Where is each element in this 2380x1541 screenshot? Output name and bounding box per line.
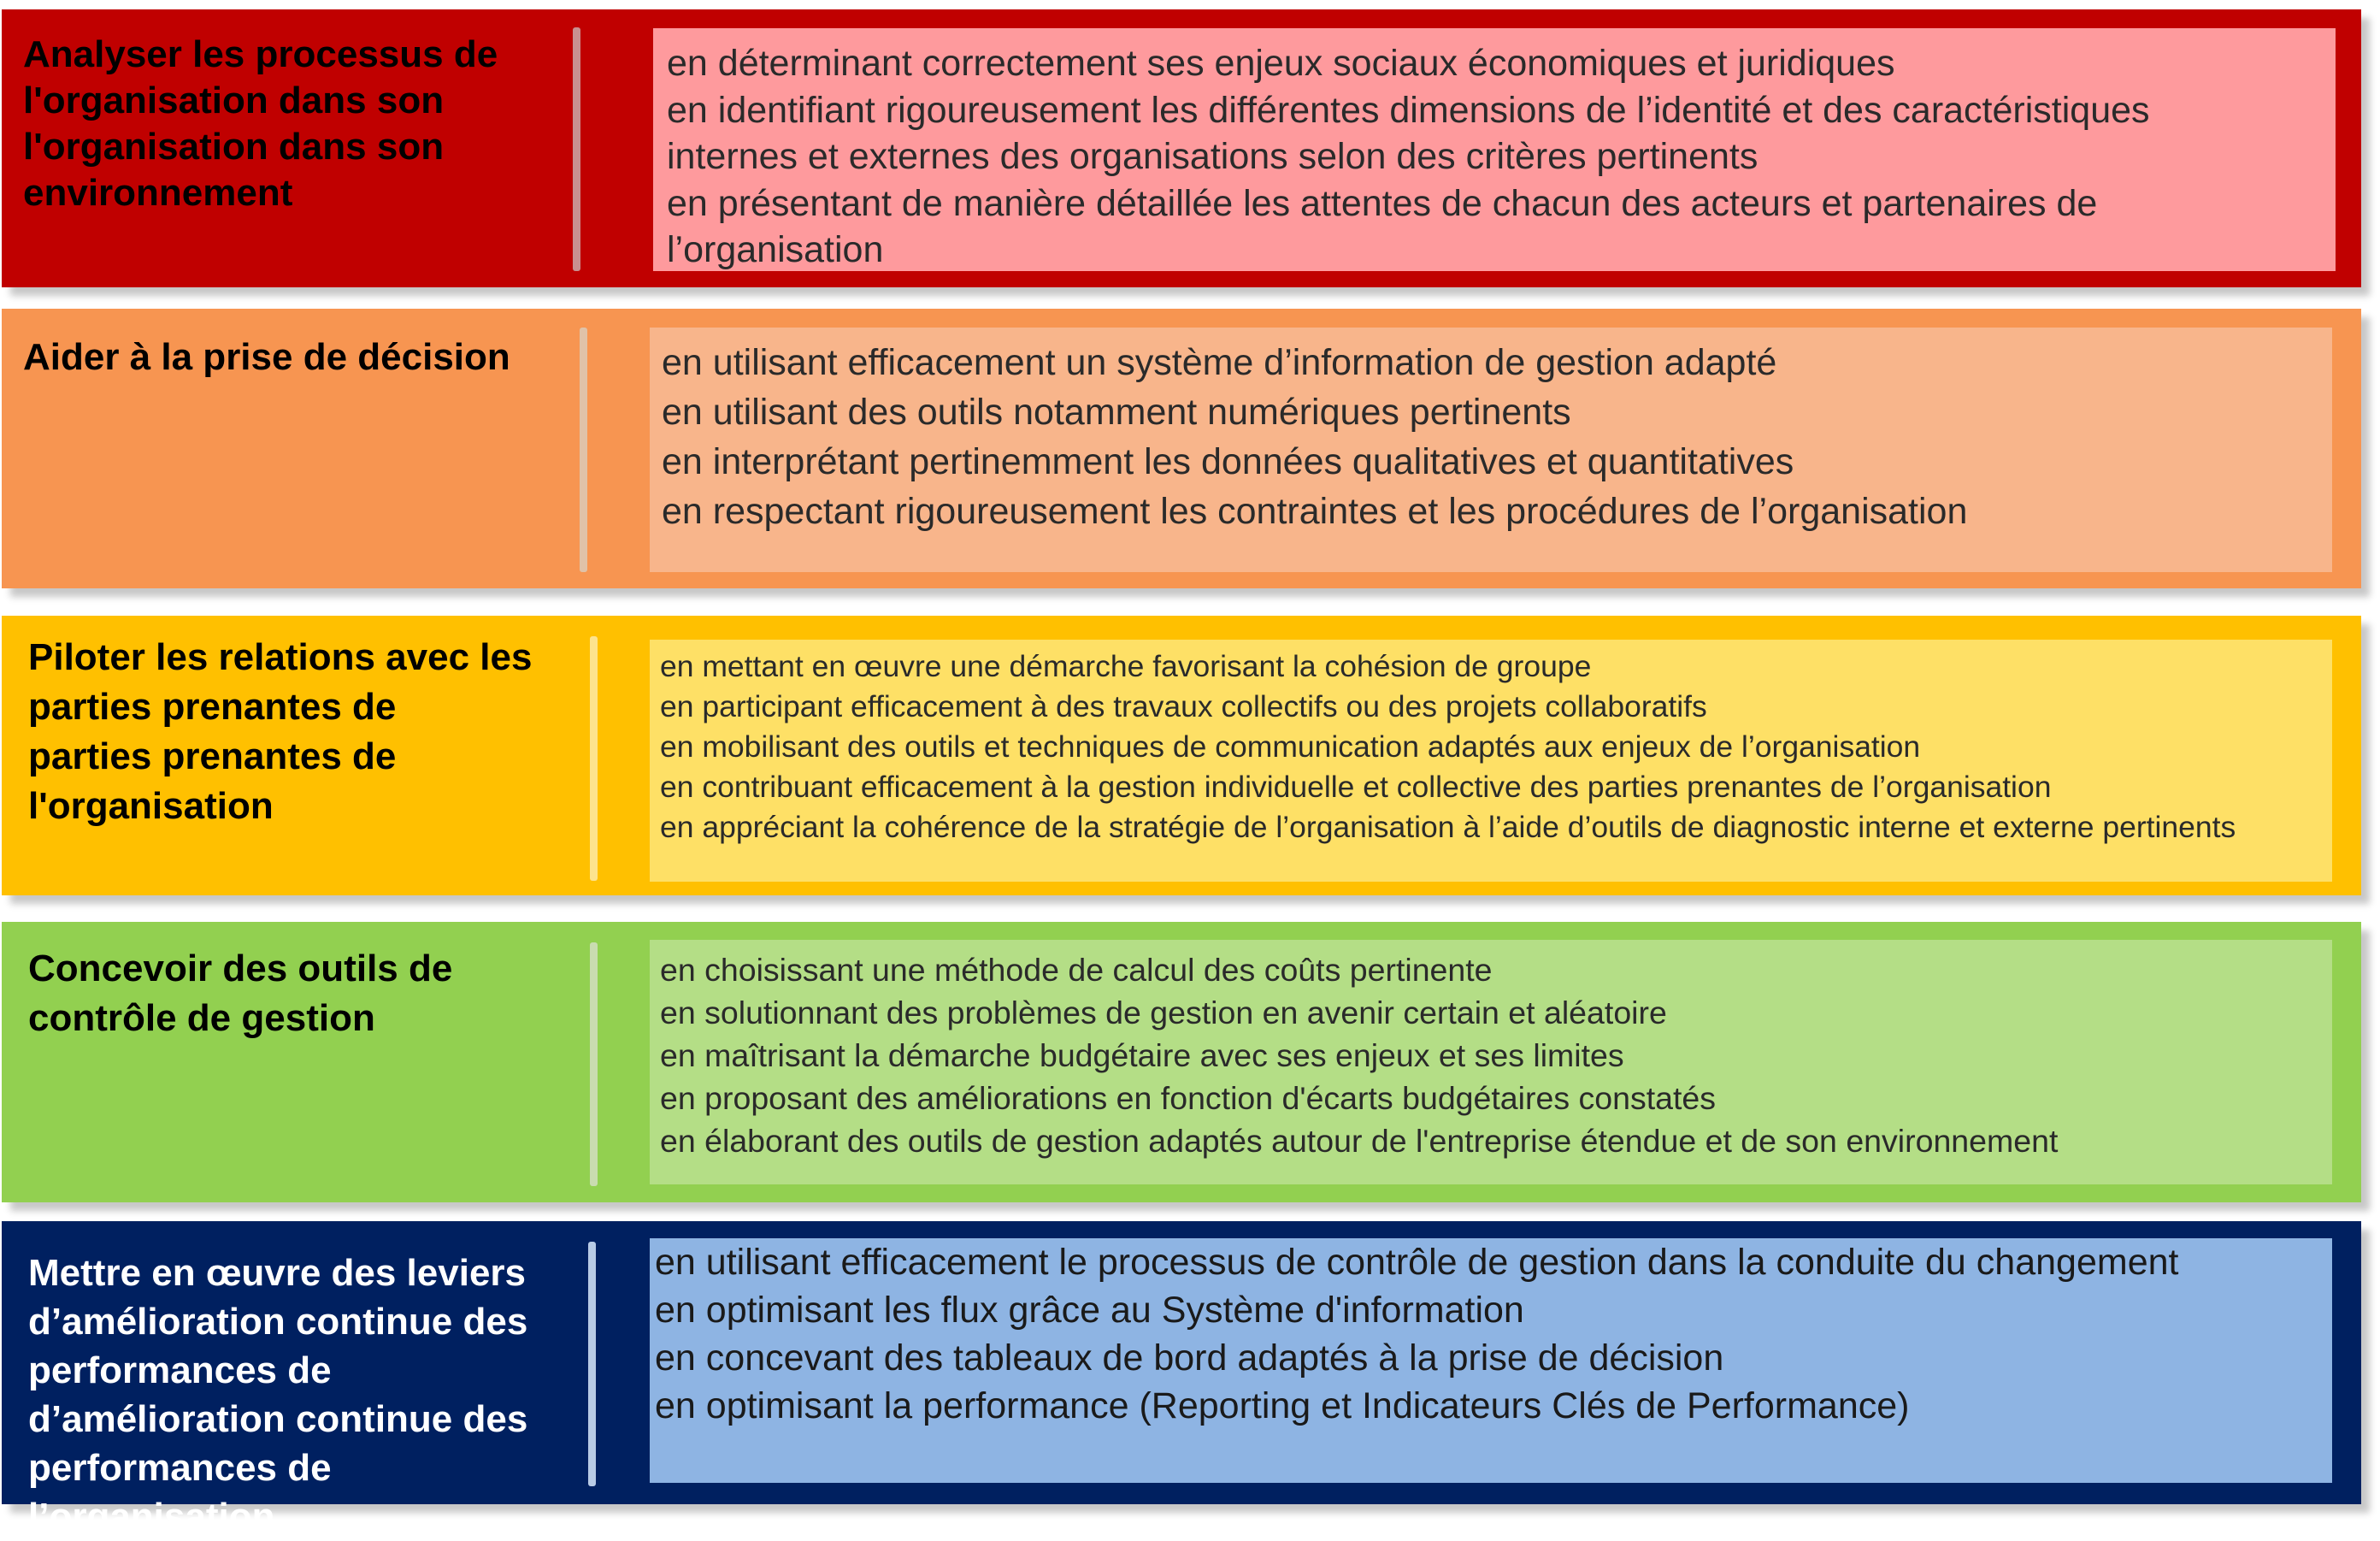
criteria-box xyxy=(650,1238,2332,1483)
criteria-line: en contribuant efficacement à la gestion individuelle et collective des parties prenantes de l’organisation xyxy=(660,770,2052,804)
vertical-divider xyxy=(580,328,587,572)
vertical-divider xyxy=(590,942,598,1186)
title-line: Piloter les relations avec les xyxy=(28,636,533,678)
criteria-line: en choisissant une méthode de calcul des coûts pertinente xyxy=(660,952,1493,988)
criteria-line: en utilisant des outils notamment numériques pertinents xyxy=(662,392,1571,433)
title-line: l'organisation dans son xyxy=(23,80,445,121)
title-line: performances de xyxy=(28,1349,332,1391)
vertical-divider xyxy=(590,636,598,881)
competency-band-analyser xyxy=(2,9,2361,287)
criteria-box xyxy=(650,640,2332,882)
criteria-line: en identifiant rigoureusement les différentes dimensions de l’identité et des caractéristiques xyxy=(667,89,2150,131)
title-line: l'organisation dans son environnement xyxy=(23,126,445,214)
competency-band-decision xyxy=(2,309,2361,588)
criteria-line: en maîtrisant la démarche budgétaire avec ses enjeux et ses limites xyxy=(660,1037,1624,1073)
criteria-line: en respectant rigoureusement les contraintes et les procédures de l’organisation xyxy=(662,491,1968,532)
title-line: Concevoir des outils de xyxy=(28,948,453,989)
competency-band-ameliorer xyxy=(2,1221,2361,1538)
criteria-line: en proposant des améliorations en fonction d'écarts budgétaires constatés xyxy=(660,1080,1717,1116)
criteria-line: l’organisation xyxy=(667,229,884,270)
title-line: Mettre en œuvre des leviers xyxy=(28,1252,527,1294)
criteria-line: en présentant de manière détaillée les attentes de chacun des acteurs et partenaires de xyxy=(667,182,2098,224)
title-line: d’amélioration continue des xyxy=(28,1301,528,1343)
title-line: Analyser les processus de xyxy=(23,33,498,75)
criteria-line: en déterminant correctement ses enjeux sociaux économiques et juridiques xyxy=(667,43,1895,84)
criteria-line: en mettant en œuvre une démarche favorisant la cohésion de groupe xyxy=(660,649,1592,683)
title-line: contrôle de gestion xyxy=(28,997,375,1039)
competency-title xyxy=(23,32,562,216)
title-line: parties prenantes de l'organisation xyxy=(28,735,397,827)
competency-title: Aider à la prise de décision xyxy=(23,336,510,378)
criteria-line: en utilisant efficacement un système d’information de gestion adapté xyxy=(662,342,1777,383)
criteria-line: internes et externes des organisations selon des critères pertinents xyxy=(667,136,1758,177)
vertical-divider xyxy=(573,27,580,271)
competency-band-concevoir xyxy=(2,922,2361,1202)
criteria-line: en concevant des tableaux de bord adaptés à la prise de décision xyxy=(655,1337,1724,1379)
competency-title xyxy=(28,633,567,831)
criteria-box xyxy=(650,328,2332,572)
criteria-line: en élaborant des outils de gestion adaptés autour de l'entreprise étendue et de son environnement xyxy=(660,1123,2059,1159)
competency-title xyxy=(28,944,567,1043)
criteria-line: en appréciant la cohérence de la stratégie de l’organisation à l’aide d’outils de diagnostic interne et externe pertinents xyxy=(660,810,2236,844)
competency-band-piloter xyxy=(2,616,2361,895)
competency-title xyxy=(28,1249,567,1541)
vertical-divider xyxy=(588,1242,596,1486)
criteria-line: en participant efficacement à des travaux collectifs ou des projets collaboratifs xyxy=(660,689,1707,723)
title-line: d’amélioration continue des performances de l’organisation xyxy=(28,1398,528,1538)
criteria-line: en optimisant les flux grâce au Système d'information xyxy=(655,1290,1524,1331)
criteria-box xyxy=(653,28,2336,271)
criteria-line: en solutionnant des problèmes de gestion en avenir certain et aléatoire xyxy=(660,995,1667,1030)
criteria-line: en mobilisant des outils et techniques de communication adaptés aux enjeux de l’organisation xyxy=(660,729,1921,764)
criteria-line: en utilisant efficacement le processus de contrôle de gestion dans la conduite du changement xyxy=(655,1242,2179,1283)
criteria-box xyxy=(650,940,2332,1184)
criteria-line: en optimisant la performance (Reporting et Indicateurs Clés de Performance) xyxy=(655,1385,1910,1426)
title-line: parties prenantes de xyxy=(28,686,397,728)
criteria-line: en interprétant pertinemment les données qualitatives et quantitatives xyxy=(662,441,1794,482)
